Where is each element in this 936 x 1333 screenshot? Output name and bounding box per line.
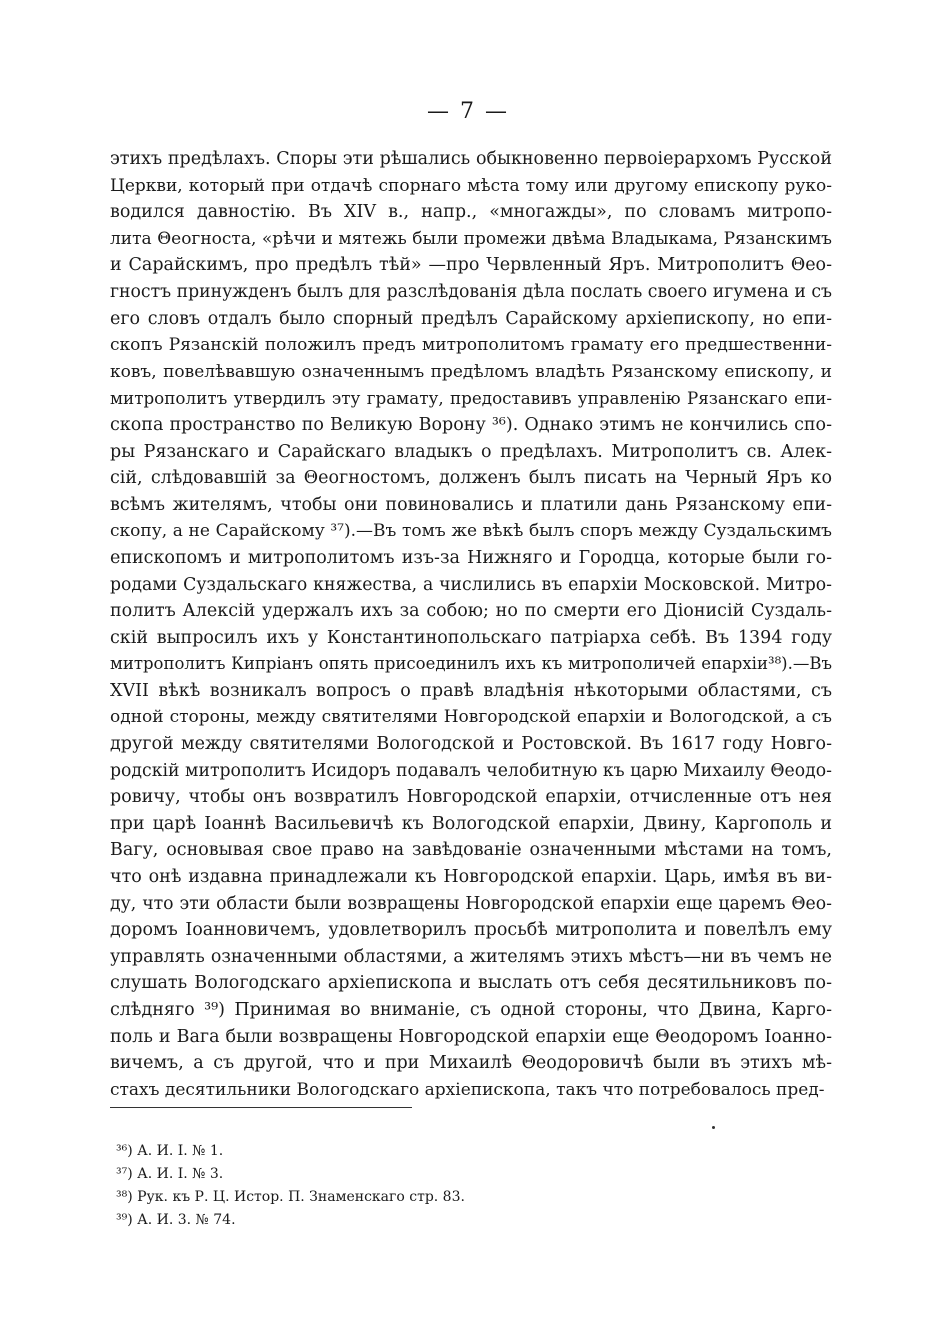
body-line: управлять означенными областями, а жителямъ этихъ мѣстъ—ни въ чемъ не (110, 946, 832, 967)
body-line: что онѣ издавна принадлежали къ Новгородской епархіи. Царь, имѣя въ ви- (110, 867, 832, 888)
body-line: Церкви, который при отдачѣ спорнаго мѣста тому или другому епископу руко- (110, 175, 832, 196)
body-line: слушать Вологодскаго архіепископа и выслать отъ себя десятильниковъ по- (110, 973, 832, 994)
body-line: вичемъ, а съ другой, что и при Михаилѣ Θеодоровичѣ были въ этихъ мѣ- (110, 1053, 832, 1074)
footnotes (116, 1140, 716, 1232)
body-line: и Сарайскимъ, про предѣлъ тѣй» —про Червленный Яръ. Митрополитъ Θео- (110, 255, 832, 276)
footnote-divider (110, 1107, 412, 1108)
body-line: гностъ принужденъ былъ для разслѣдованія дѣла послать своего игумена и съ (110, 281, 832, 302)
body-line: скопъ Рязанскій положилъ предъ митрополитомъ грамату его предшественни- (110, 335, 832, 356)
body-line: Вагу, основывая свое право на завѣдованіе означенными мѣстами на томъ, (110, 840, 832, 861)
print-speck (712, 1126, 715, 1129)
body-line: его словъ отдалъ было спорный предѣлъ Сарайскому архіепископу, но епи- (110, 308, 832, 329)
body-line: политъ Алексій удержалъ ихъ за собою; но по смерти его Діонисій Суздаль- (110, 601, 832, 622)
body-line: всѣмъ жителямъ, чтобы они повиновались и платили дань Рязанскому епи- (110, 494, 832, 515)
footnote: ³⁸) Рук. къ Р. Ц. Истор. П. Знаменскаго стр. 83. (116, 1189, 465, 1205)
body-line: родами Суздальскаго княжества, а числились въ епархіи Московской. Митро- (110, 574, 832, 595)
footnote: ³⁶) А. И. I. № 1. (116, 1143, 224, 1159)
body-line: поль и Вага были возвращены Новгородской епархіи еще Θеодоромъ Іоанно- (110, 1026, 832, 1047)
page-number: — 7 — (427, 99, 509, 124)
body-text (110, 146, 832, 1103)
body-line: ковъ, повелѣвавшую означеннымъ предѣломъ владѣть Рязанскому епископу, и (110, 361, 832, 382)
body-line: доромъ Іоанновичемъ, удовлетворилъ просьбѣ митрополита и повелѣлъ ему (110, 920, 832, 941)
body-line: стахъ десятильники Вологодскаго архіепископа, такъ что потребовалось пред- (110, 1079, 825, 1100)
body-line: сій, слѣдовавшій за Θеогностомъ, долженъ былъ писать на Черный Яръ ко (110, 468, 832, 489)
body-line: митрополитъ утвердилъ эту грамату, предоставивъ управленію Рязанскаго епи- (110, 388, 832, 409)
body-line: слѣдняго ³⁹) Принимая во вниманіе, съ одной стороны, что Двина, Карго- (110, 1000, 832, 1020)
body-line: родскій митрополитъ Исидоръ подавалъ челобитную къ царю Михаилу Θеодо- (110, 760, 832, 781)
body-line: другой между святителями Вологодской и Ростовской. Въ 1617 году Новго- (110, 734, 832, 755)
footnote: ³⁹) А. И. 3. № 74. (116, 1212, 236, 1228)
body-line: скопа пространство по Великую Ворону ³⁶). Однако этимъ не кончились спо- (110, 414, 832, 435)
body-line: митрополитъ Кипріанъ опять присоединилъ ихъ къ митрополичей епархіи³⁸).—Въ (110, 654, 832, 674)
body-line: водился давностію. Въ XIV в., напр., «многажды», по словамъ митропо- (110, 202, 832, 223)
body-line: ровичу, чтобы онъ возвратилъ Новгородской епархіи, отчисленные отъ нея (110, 787, 832, 808)
body-line: скопу, а не Сарайскому ³⁷).—Въ томъ же вѣкѣ былъ споръ между Суздальскимъ (110, 521, 832, 542)
body-line: скій выпросилъ ихъ у Константинопольскаго патріарха себѣ. Въ 1394 году (110, 627, 832, 648)
body-line: этихъ предѣлахъ. Споры эти рѣшались обыкновенно первоіерархомъ Русской (110, 149, 832, 169)
body-line: при царѣ Іоаннѣ Васильевичѣ къ Вологодской епархіи, Двину, Каргополь и (110, 813, 832, 834)
body-line: XVII вѣкѣ возникалъ вопросъ о правѣ владѣнія нѣкоторыми областями, съ (110, 680, 832, 701)
body-line: ры Рязанскаго и Сарайскаго владыкъ о предѣлахъ. Митрополитъ св. Алек- (110, 441, 832, 462)
body-line: лита Θеогноста, «рѣчи и мятежь были промежи двѣма Владыкама, Рязанскимъ (110, 228, 832, 249)
body-line: одной стороны, между святителями Новгородской епархіи и Вологодской, а съ (110, 707, 832, 728)
body-line: ду, что эти области были возвращены Новгородской епархіи еще царемъ Θео- (110, 893, 832, 914)
footnote: ³⁷) А. И. I. № 3. (116, 1166, 224, 1182)
body-line: епископомъ и митрополитомъ изъ-за Нижняго и Городца, которые были го- (110, 547, 832, 568)
